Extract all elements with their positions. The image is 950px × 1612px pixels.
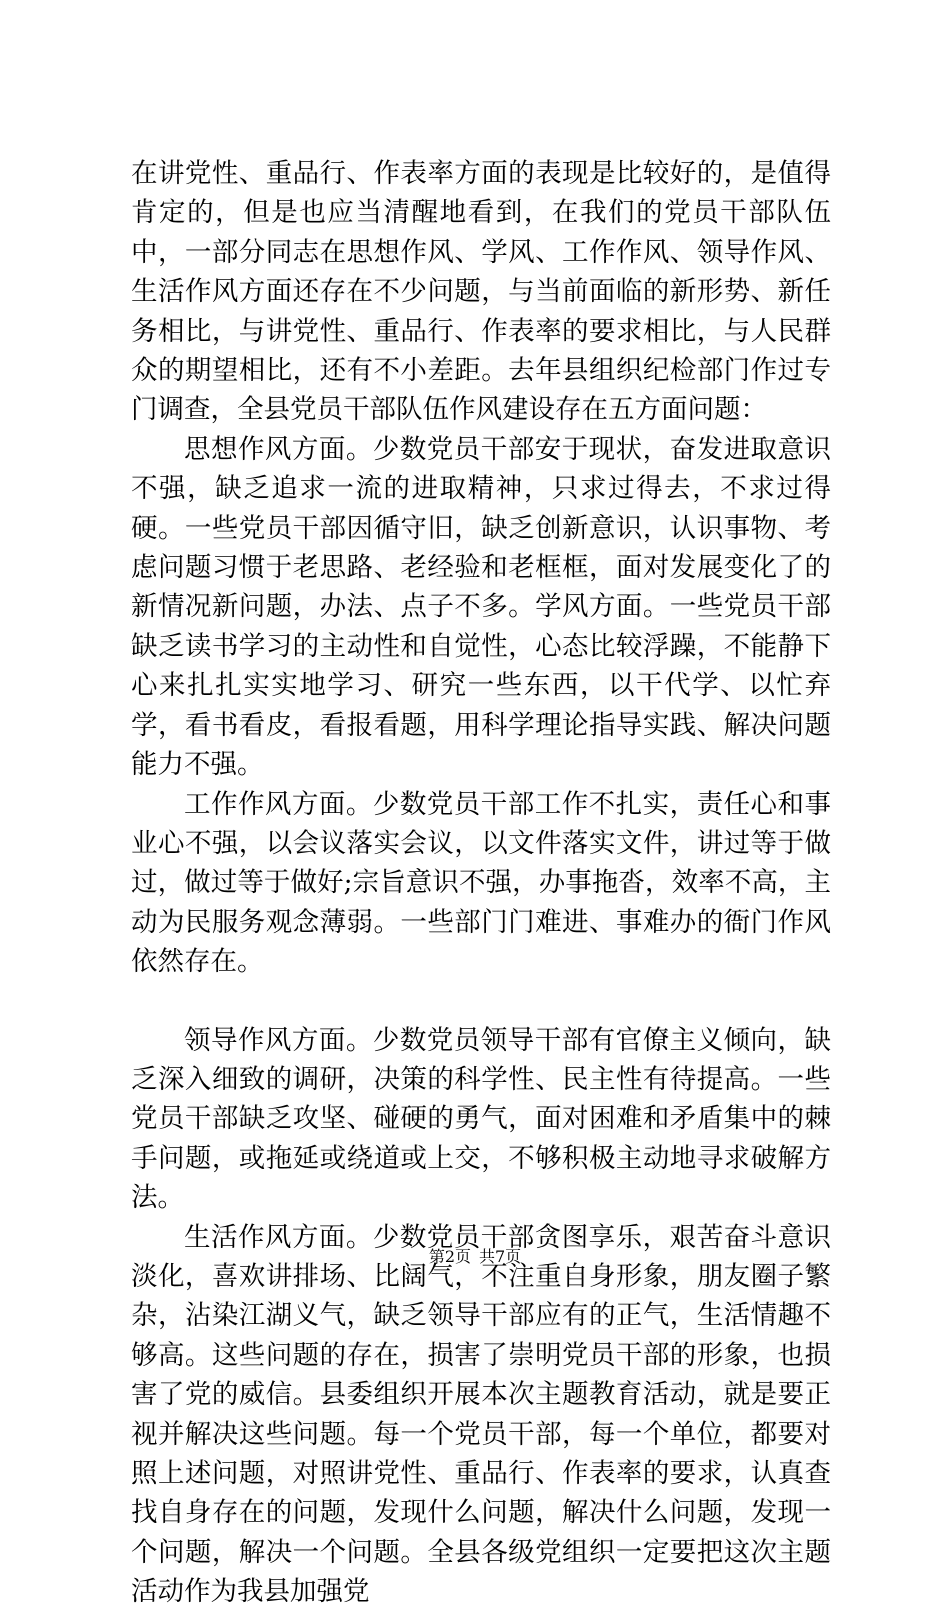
paragraph-work-style: 工作作风方面。少数党员干部工作不扎实，责任心和事业心不强，以会议落实会议，以文件落实文件，讲过等于做过，做过等于做好;宗旨意识不强，办事拖沓，效率不高，主动为民服务观念薄弱。一些部门门难进、事难办的衙门作风依然存在。 xyxy=(131,788,831,978)
paragraph-intro: 在讲党性、重品行、作表率方面的表现是比较好的，是值得肯定的，但是也应当清醒地看到，在我们的党员干部队伍中，一部分同志在思想作风、学风、工作作风、领导作风、生活作风方面还存在不少问题，与当前面临的新形势、新任务相比，与讲党性、重品行、作表率的要求相比，与人民群众的期望相比，还有不小差距。去年县组织纪检部门作过专门调查，全县党员干部队伍作风建设存在五方面问题： xyxy=(131,158,831,426)
paragraph-leadership-style: 领导作风方面。少数党员领导干部有官僚主义倾向，缺乏深入细致的调研，决策的科学性、民主性有待提高。一些党员干部缺乏攻坚、碰硬的勇气，面对困难和矛盾集中的棘手问题，或拖延或绕道或上交，不够积极主动地寻求破解方法。 xyxy=(131,1024,831,1214)
paragraph-thought-style: 思想作风方面。少数党员干部安于现状，奋发进取意识不强，缺乏追求一流的进取精神，只求过得去，不求过得硬。一些党员干部因循守旧，缺乏创新意识，认识事物、考虑问题习惯于老思路、老经验和老框框，面对发展变化了的新情况新问题，办法、点子不多。学风方面。一些党员干部缺乏读书学习的主动性和自觉性，心态比较浮躁，不能静下心来扎扎实实地学习、研究一些东西，以干代学、以忙弃学，看书看皮，看报看题，用科学理论指导实践、解决问题能力不强。 xyxy=(131,433,831,781)
current-page-label: 第2页 xyxy=(428,1247,471,1266)
page-footer xyxy=(0,1247,950,1267)
total-pages-label: 共7页 xyxy=(479,1247,522,1266)
paragraph-life-style: 生活作风方面。少数党员干部贪图享乐，艰苦奋斗意识淡化，喜欢讲排场、比阔气，不注重自身形象，朋友圈子繁杂，沾染江湖义气，缺乏领导干部应有的正气，生活情趣不够高。这些问题的存在，损害了崇明党员干部的形象，也损害了党的威信。县委组织开展本次主题教育活动，就是要正视并解决这些问题。每一个党员干部，每一个单位，都要对照上述问题，对照讲党性、重品行、作表率的要求，认真查找自身存在的问题，发现什么问题，解决什么问题，发现一个问题，解决一个问题。全县各级党组织一定要把这次主题活动作为我县加强党 xyxy=(131,1221,831,1608)
document-body xyxy=(131,154,831,1612)
